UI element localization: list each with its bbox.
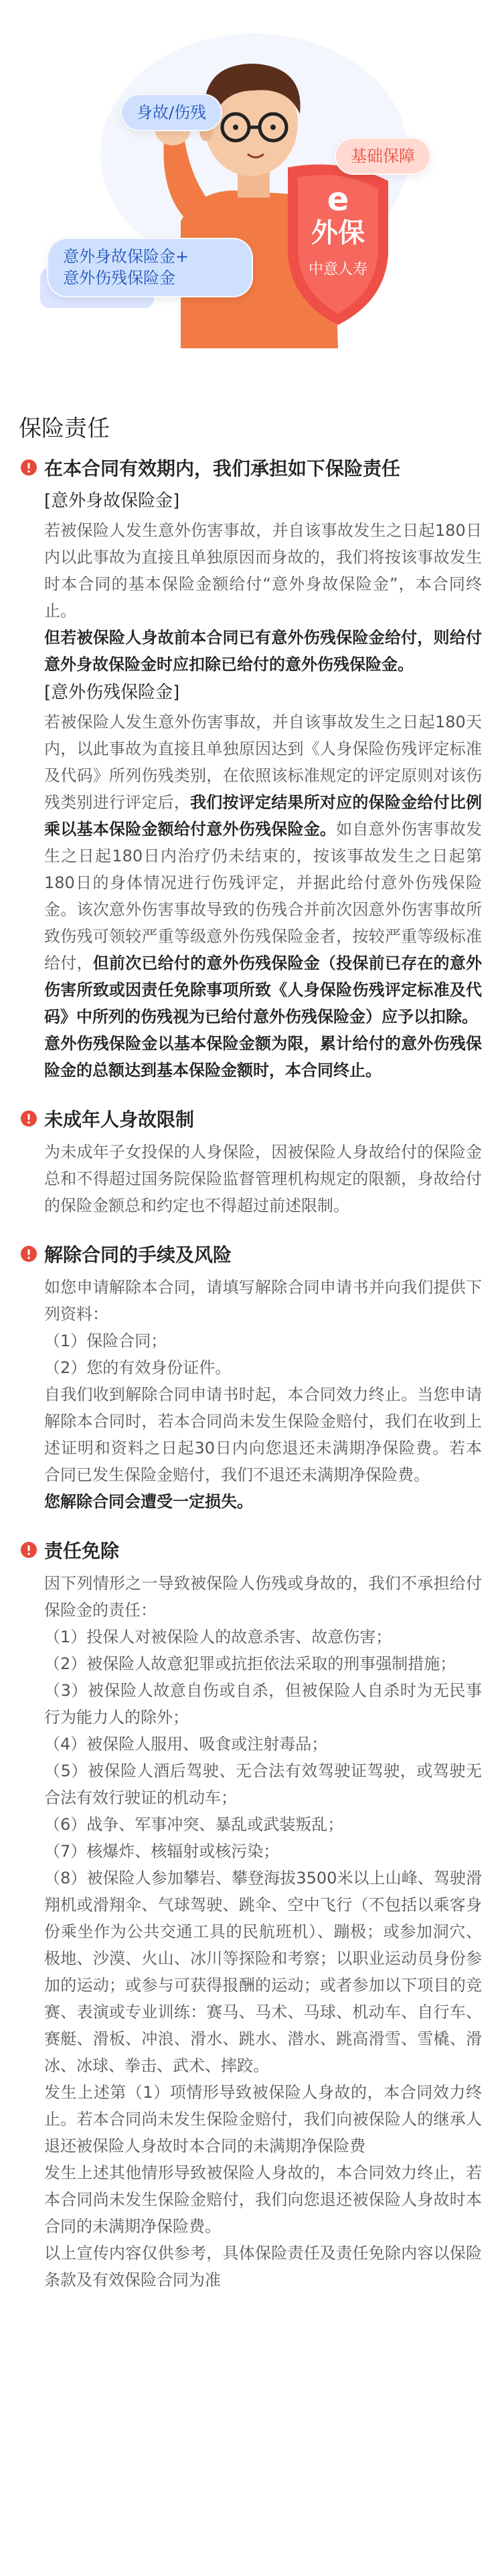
coverage-item xyxy=(20,1242,482,1515)
bold-paragraph: 意外伤残保险金以基本保险金额为限，累计给付的意外伤残保险金的总额达到基本保险金额时，本合同终止。 xyxy=(44,1034,482,1080)
hero-illustration xyxy=(0,0,502,375)
paragraph: 发生上述其他情形导致被保险人身故的，本合同效力终止，若本合同尚未发生保险金赔付，我们向您退还被保险人身故时本合同的未满期净保险费。 xyxy=(44,2163,482,2236)
tag-basic-coverage: 基础保障 xyxy=(335,137,431,175)
paragraph: （6）战争、军事冲突、暴乱或武装叛乱； xyxy=(44,1815,344,1834)
item-body xyxy=(20,1139,482,1219)
section-title: 保险责任 xyxy=(19,415,110,442)
paragraph: （3）被保险人故意自伤或自杀，但被保险人自杀时为无民事行为能力人的除外； xyxy=(44,1681,482,1727)
shield-title: 外保 xyxy=(311,218,365,248)
item-header xyxy=(20,1242,482,1269)
hero-banner xyxy=(0,0,502,375)
coverage-item xyxy=(20,455,482,1084)
item-body xyxy=(20,1274,482,1515)
item-title: 在本合同有效期内，我们承担如下保险责任 xyxy=(44,457,401,480)
text-run: 如自意外伤害事故发生之日起180日内治疗仍未结束的，按该事故发生之日起第180日的身体情况进行伤残评定，并据此给付意外伤残保险金。该次意外伤害事故导致的伤残合并前次因意外伤害事故所致伤残可领较严重等级意外伤残保险金者，按较严重等级标准给付， xyxy=(44,820,483,973)
paragraph: （8）被保险人参加攀岩、攀登海拔3500米以上山峰、驾驶滑翔机或滑翔伞、气球驾驶、跳伞、空中飞行（不包括以乘客身份乘坐作为公共交通工具的民航班机）、蹦极；或参加洞穴、极地、沙漠、火山、冰川等探险和考察；以职业运动员身份参加的运动；或参与可获得报酬的运动；或者参加以下项目的竞赛、表演或专业训练：赛马、马术、马球、机动车、自行车、赛艇、滑板、冲浪、滑水、跳水、潜水、跳高滑雪、雪橇、滑冰、冰球、拳击、武术、摔跤。 xyxy=(44,1869,482,2075)
paragraph: （1）投保人对被保险人的故意杀害、故意伤害； xyxy=(44,1628,392,1646)
bold-text: 我们按评定结果所对应的保险金给付比例乘以基本保险金额给付意外伤残保险金。 xyxy=(44,793,482,839)
info-circle-icon xyxy=(20,459,44,479)
tag-injury: 身故/伤残 xyxy=(120,94,222,131)
paragraph: （7）核爆炸、核辐射或核污染； xyxy=(44,1842,280,1861)
paragraph: （4）被保险人服用、吸食或注射毒品； xyxy=(44,1735,328,1754)
sub-heading: [意外身故保险金] xyxy=(44,491,180,511)
coverage-item xyxy=(20,1538,482,2293)
paragraph: 自我们收到解除合同申请书时起，本合同效力终止。当您申请解除本合同时，若本合同尚未发生保险金赔付，我们在收到上述证明和资料之日起30日内向您退还未满期净保险费。若本合同已发生保险金赔付，我们不退还未满期净保险费。 xyxy=(44,1385,482,1484)
coverage-item xyxy=(20,1106,482,1219)
paragraph: 以上宣传内容仅供参考，具体保险责任及责任免除内容以保险条款及有效保险合同为准 xyxy=(44,2244,482,2289)
paragraph: 如您申请解除本合同，请填写解除合同申请书并向我们提供下列资料： xyxy=(44,1278,482,1323)
item-title: 责任免除 xyxy=(44,1540,120,1562)
paragraph: （5）被保险人酒后驾驶、无合法有效驾驶证驾驶，或驾驶无合法有效行驶证的机动车； xyxy=(44,1762,482,1807)
shield-letter: e xyxy=(327,181,349,218)
paragraph: （2）被保险人故意犯罪或抗拒依法采取的刑事强制措施； xyxy=(44,1654,456,1673)
item-header xyxy=(20,455,482,482)
coverage-content xyxy=(20,455,482,2316)
paragraph: 因下列情形之一导致被保险人伤残或身故的，我们不承担给付保险金的责任： xyxy=(44,1574,482,1620)
paragraph: 若被保险人发生意外伤害事故，并自该事故发生之日起180日内以此事故为直接且单独原因而身故的，我们将按该事故发生时本合同的基本保险金额给付“意外身故保险金”，本合同终止。 xyxy=(44,521,482,620)
text-run: 若被保险人发生意外伤害事故，并自该事故发生之日起180天内，以此事故为直接且单独原因达到《人身保险伤残评定标准及代码》所列伤残类别，在依照该标准规定的评定原则对该伤残类别进行评定后， xyxy=(44,713,482,812)
sub-heading: [意外伤残保险金] xyxy=(44,683,180,703)
item-title: 未成年人身故限制 xyxy=(44,1108,195,1131)
paragraph: 发生上述第（1）项情形导致被保险人身故的，本合同效力终止。若本合同尚未发生保险金赔付，我们向被保险人的继承人退还被保险人身故时本合同的未满期净保险费 xyxy=(44,2083,482,2155)
info-circle-icon xyxy=(20,1541,44,1561)
shield-badge xyxy=(298,182,378,280)
bold-paragraph: 您解除合同会遭受一定损失。 xyxy=(44,1492,253,1511)
tag-benefit: 意外身故保险金+ 意外伤残保险金 xyxy=(47,238,253,297)
paragraph: （1）保险合同； xyxy=(44,1332,167,1350)
info-circle-icon xyxy=(20,1110,44,1130)
bold-text: 但前次已给付的意外伤残保险金（投保前已存在的意外伤害所致或因责任免除事项所致《人身保险伤残评定标准及代码》中所列的伤残视为已给付意外伤残保险金）应予以扣除。 xyxy=(44,954,483,1026)
item-header xyxy=(20,1538,482,1565)
item-body xyxy=(20,1570,482,2293)
paragraph: （2）您的有效身份证件。 xyxy=(44,1358,232,1377)
paragraph xyxy=(44,709,482,1030)
shield-brand: 中意人寿 xyxy=(308,261,367,278)
item-header xyxy=(20,1106,482,1133)
paragraph: 为未成年子女投保的人身保险，因被保险人身故给付的保险金总和不得超过国务院保险监督管理机构规定的限额，身故给付的保险金额总和约定也不得超过前述限制。 xyxy=(44,1143,482,1215)
info-circle-icon xyxy=(20,1245,44,1265)
bold-paragraph: 但若被保险人身故前本合同已有意外伤残保险金给付，则给付意外身故保险金时应扣除已给付的意外伤残保险金。 xyxy=(44,628,482,674)
item-body xyxy=(20,488,482,1084)
item-title: 解除合同的手续及风险 xyxy=(44,1244,232,1266)
